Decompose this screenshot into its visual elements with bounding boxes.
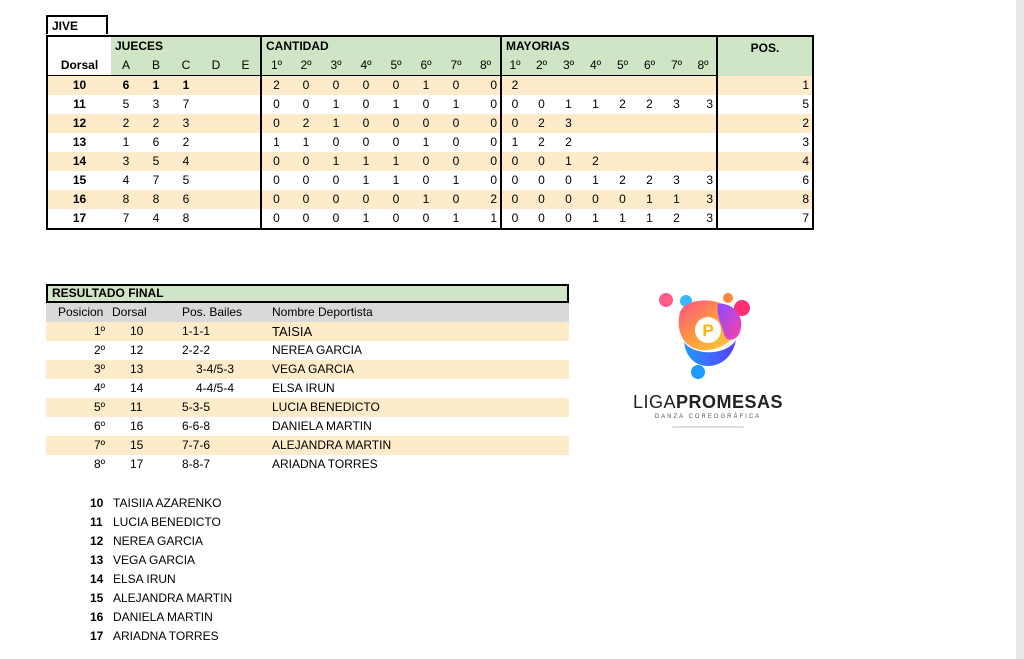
dorsal-list-name: ALEJANDRA MARTIN [113,591,233,605]
judge-score: 5 [182,173,190,187]
judge-score: 8 [111,190,141,209]
cantidad-value: 0 [422,97,430,111]
cantidad-value: 0 [332,173,340,187]
scoring-table [46,35,814,230]
mayorias-value: 2 [646,97,653,111]
result-row [46,322,569,341]
cantidad-value: 1 [381,152,411,171]
row-dorsal: 10 [47,76,111,96]
result-name: DANIELA MARTIN [272,419,372,433]
svg-text:P: P [702,321,714,340]
result-pos: 4º [94,381,106,395]
result-dorsal: 14 [130,381,144,395]
mayorias-value [663,114,690,133]
row-pos: 2 [717,114,813,133]
result-bailes: 1-1-1 [182,324,211,338]
cantidad-value: 0 [261,152,291,171]
dorsal-list-item [90,551,195,570]
mayorias-value: 0 [501,95,528,114]
cantidad-value: 0 [422,173,430,187]
dorsal-list-item [90,513,221,532]
result-bailes: 4-4/5-4 [196,381,235,395]
cantidad-value: 0 [381,209,411,229]
cantidad-place-header: 7º [441,56,471,76]
result-row [46,455,569,474]
judge-score [201,152,231,171]
mayorias-value [609,133,636,152]
score-row [47,171,813,190]
row-dorsal: 14 [47,152,111,171]
row-pos: 3 [717,133,813,152]
dorsal-list-number: 11 [90,515,103,529]
cantidad-place-header: 4º [351,56,381,76]
row-dorsal: 11 [47,95,111,114]
cantidad-value: 0 [261,95,291,114]
cantidad-value: 0 [302,97,310,111]
mayorias-value: 2 [528,114,555,133]
result-bailes: 8-8-7 [182,457,211,471]
cantidad-value: 2 [471,190,501,209]
dorsal-list-item [90,627,219,646]
logo-subtitle: DANZA COREOGRÁFICA [654,414,762,420]
cantidad-value: 1 [471,209,501,229]
cantidad-value: 0 [291,190,321,209]
result-name: ARIADNA TORRES [272,457,378,471]
cantidad-value: 1 [321,114,351,133]
mayorias-value: 1 [582,209,609,229]
mayorias-value: 0 [528,209,555,229]
mayorias-value: 2 [501,76,528,96]
mayorias-value: 0 [582,190,609,209]
judge-score [231,95,261,114]
dorsal-list-number: 10 [90,496,104,510]
cantidad-value: 1 [452,173,460,187]
result-bailes: 5-3-5 [182,400,211,414]
judge-score: 4 [141,209,171,229]
cantidad-value: 0 [381,114,411,133]
score-row [47,76,813,96]
dorsal-list-name: NEREA GARCIA [113,534,204,548]
row-pos: 8 [717,190,813,209]
mayorias-value [636,76,663,96]
result-bailes: 7-7-6 [182,438,211,452]
judge-score: 6 [171,190,201,209]
judge-score [231,209,261,229]
cantidad-value: 1 [441,209,471,229]
result-dorsal: 11 [130,400,143,414]
mayorias-value: 0 [501,190,528,209]
mayorias-value [555,76,582,96]
mayorias-value [690,114,717,133]
mayorias-place-header: 3º [555,56,582,76]
mayorias-place-header: 8º [690,56,717,76]
mayorias-value: 3 [673,97,680,111]
result-name: TAISIA [272,324,313,339]
judge-score [231,76,261,96]
dorsal-list-item [90,570,176,589]
cantidad-value: 0 [471,76,501,96]
judge-score [201,190,231,209]
result-name: NEREA GARCIA [272,343,363,357]
cantidad-value: 2 [261,76,291,96]
score-row [47,95,813,114]
cantidad-value: 0 [411,209,441,229]
mayorias-value: 0 [501,209,528,229]
mayorias-value [582,76,609,96]
cantidad-value: 1 [351,209,381,229]
cantidad-value: 0 [291,209,321,229]
result-pos: 1º [94,324,106,338]
mayorias-place-header: 4º [582,56,609,76]
mayorias-value [636,114,663,133]
cantidad-value: 0 [452,135,460,149]
score-row [47,152,813,171]
row-pos: 1 [717,76,813,96]
cantidad-value: 0 [471,114,501,133]
result-dorsal: 10 [130,324,144,338]
mayorias-value: 1 [592,97,599,111]
cantidad-value: 0 [291,152,321,171]
judge-header: E [231,56,261,76]
mayorias-value: 1 [609,209,636,229]
judge-score [231,152,261,171]
result-row [46,398,569,417]
cantidad-value: 1 [452,97,460,111]
judge-score [231,133,261,152]
judge-score: 3 [152,97,160,111]
judge-score: 2 [141,114,171,133]
dorsal-list-number: 13 [90,553,104,567]
cantidad-value: 1 [411,76,441,96]
row-dorsal: 13 [47,133,111,152]
cantidad-value: 0 [471,152,501,171]
mayorias-value: 2 [538,135,545,149]
mayorias-value [609,114,636,133]
judge-score [231,171,261,190]
judge-score: 7 [152,173,160,187]
judge-score: 6 [152,135,160,149]
mayorias-value: 3 [555,114,582,133]
mayorias-value [663,133,690,152]
result-row [46,436,569,455]
cantidad-value: 0 [321,209,351,229]
cantidad-value: 0 [261,209,291,229]
mayorias-value [609,76,636,96]
judge-score [201,95,231,114]
result-header-row [46,303,569,322]
cantidad-value: 1 [422,135,430,149]
mayorias-place-header: 1º [501,56,528,76]
mayorias-value: 1 [555,152,582,171]
cantidad-value: 1 [392,173,400,187]
mayorias-value: 1 [636,209,663,229]
result-name: VEGA GARCIA [272,362,355,376]
mayorias-value [663,152,690,171]
result-pos: 7º [94,438,106,452]
judge-score: 2 [111,114,141,133]
result-name: ALEJANDRA MARTIN [272,438,392,452]
mayorias-value [582,133,609,152]
mayorias-value [636,133,663,152]
mayorias-value: 2 [619,97,626,111]
mayorias-value [663,76,690,96]
result-dorsal: 16 [130,419,144,433]
result-bailes: 3-4/5-3 [196,362,235,376]
score-row [47,190,813,209]
row-dorsal: 15 [47,171,111,190]
cantidad-value: 0 [441,190,471,209]
mayorias-value: 0 [565,173,572,187]
cantidad-value: 0 [351,76,381,96]
dorsal-list-item [90,608,213,627]
judge-score: 3 [111,152,141,171]
judge-score: 7 [182,97,190,111]
dorsal-list-item [90,589,232,608]
mayorias-value [690,152,717,171]
logo-wordmark: LIGAPROMESAS [632,392,784,412]
judge-score [201,114,231,133]
cantidad-value: 1 [411,190,441,209]
dorsal-list-number: 14 [90,572,104,586]
result-row [46,379,569,398]
cantidad-place-header: 5º [381,56,411,76]
result-name: ELSA IRUN [272,381,335,395]
dorsal-list-name: DANIELA MARTIN [113,610,213,624]
cantidad-value: 0 [332,135,340,149]
score-row [47,133,813,152]
mayorias-value: 3 [690,190,717,209]
dorsal-list-name: TAISIIA AZARENKO [113,496,222,510]
result-header-nombre: Nombre Deportista [272,305,373,319]
row-pos: 5 [717,95,813,114]
mayorias-value [582,114,609,133]
pos-header: POS. [717,36,813,76]
mayorias-value: 0 [538,173,545,187]
result-dorsal: 13 [130,362,144,376]
score-row [47,114,813,133]
result-row [46,417,569,436]
result-row [46,341,569,360]
mayorias-value [528,76,555,96]
cantidad-value: 1 [351,152,381,171]
mayorias-value [636,152,663,171]
mayorias-value: 0 [528,152,555,171]
cantidad-value: 2 [291,114,321,133]
page-edge [1016,0,1024,659]
cantidad-value: 0 [411,152,441,171]
judge-header: A [111,56,141,76]
judge-score [231,114,261,133]
mayorias-value: 3 [690,209,717,229]
judge-score [201,133,231,152]
cantidad-value: 0 [362,135,370,149]
cantidad-place-header: 6º [411,56,441,76]
mayorias-value [690,76,717,96]
mayorias-value: 1 [592,173,599,187]
result-header-bailes: Pos. Bailes [182,305,243,319]
cantidad-value: 0 [381,190,411,209]
cantidad-value: 0 [490,173,497,187]
liga-promesas-logo-icon [628,290,788,390]
judge-score: 1 [171,76,201,96]
mayorias-value: 2 [582,152,609,171]
cantidad-value: 0 [490,97,497,111]
cantidad-value: 1 [321,152,351,171]
row-dorsal: 16 [47,190,111,209]
mayorias-header: MAYORIAS [501,36,717,56]
result-pos: 5º [94,400,106,414]
cantidad-value: 0 [490,135,497,149]
judge-header: C [171,56,201,76]
cantidad-value: 0 [441,76,471,96]
dorsal-list-item [90,532,203,551]
mayorias-place-header: 2º [528,56,555,76]
judge-score: 5 [122,97,130,111]
cantidad-value: 0 [261,114,291,133]
cantidad-value: 0 [411,114,441,133]
mayorias-place-header: 5º [609,56,636,76]
judge-score: 8 [171,209,201,229]
result-bailes: 6-6-8 [182,419,211,433]
judge-header: B [141,56,171,76]
cantidad-value: 0 [261,190,291,209]
result-pos: 6º [94,419,106,433]
mayorias-value: 0 [528,190,555,209]
result-header-posicion: Posicion [58,305,104,319]
mayorias-value: 2 [619,173,626,187]
dorsal-list-number: 12 [90,534,104,548]
judge-score: 2 [182,135,190,149]
mayorias-value: 1 [565,97,572,111]
mayorias-value: 2 [565,135,572,149]
liga-promesas-logo [628,290,788,440]
dorsal-list-number: 17 [90,629,104,643]
cantidad-value: 0 [321,76,351,96]
judge-score: 8 [141,190,171,209]
cantidad-value: 0 [381,76,411,96]
row-pos: 6 [717,171,813,190]
judge-score: 3 [171,114,201,133]
row-dorsal: 12 [47,114,111,133]
mayorias-value: 0 [609,190,636,209]
mayorias-value: 1 [663,190,690,209]
result-pos: 3º [94,362,106,376]
mayorias-value: 1 [501,133,528,152]
row-pos: 4 [717,152,813,171]
judge-score: 7 [111,209,141,229]
mayorias-value [609,152,636,171]
dorsal-list-name: LUCIA BENEDICTO [113,515,221,529]
cantidad-value: 0 [351,114,381,133]
dorsal-list-name: VEGA GARCIA [113,553,196,567]
judge-score: 1 [141,76,171,96]
judge-score: 4 [171,152,201,171]
judge-score [231,190,261,209]
result-pos: 8º [94,457,106,471]
score-row [47,209,813,229]
cantidad-value: 1 [392,97,400,111]
mayorias-value: 0 [501,114,528,133]
cantidad-value: 0 [321,190,351,209]
result-dorsal: 12 [130,343,144,357]
mayorias-value: 1 [636,190,663,209]
cantidad-value: 1 [362,173,370,187]
cantidad-place-header: 1º [261,56,291,76]
result-row [46,360,569,379]
cantidad-value: 0 [441,114,471,133]
cantidad-value: 0 [351,190,381,209]
cantidad-value: 0 [261,171,291,190]
judge-score: 1 [122,135,130,149]
judge-score: 5 [141,152,171,171]
mayorias-value: 2 [646,173,653,187]
result-pos: 2º [94,343,106,357]
mayorias-value [690,133,717,152]
result-dorsal: 15 [130,438,144,452]
mayorias-value: 0 [538,97,545,111]
result-header-dorsal: Dorsal [112,305,147,319]
cantidad-value: 0 [441,152,471,171]
dorsal-list-name: ELSA IRUN [113,572,176,586]
cantidad-value: 1 [261,133,291,152]
judge-score [201,209,231,229]
row-pos: 7 [717,209,813,229]
cantidad-place-header: 3º [321,56,351,76]
mayorias-place-header: 6º [636,56,663,76]
judge-score [201,171,231,190]
jueces-header: JUECES [111,36,261,56]
mayorias-value: 0 [501,171,528,190]
dorsal-list-number: 15 [90,591,104,605]
mayorias-value: 3 [706,97,713,111]
cantidad-place-header: 8º [471,56,501,76]
mayorias-value: 2 [663,209,690,229]
mayorias-value: 3 [673,173,680,187]
cantidad-value: 0 [302,173,310,187]
cantidad-header: CANTIDAD [261,36,501,56]
row-dorsal: 17 [47,209,111,229]
mayorias-value: 0 [555,209,582,229]
mayorias-value: 3 [706,173,713,187]
dance-title: JIVE [46,15,108,34]
logo-underline [672,426,744,428]
cantidad-value: 0 [362,97,370,111]
cantidad-place-header: 2º [291,56,321,76]
result-title: RESULTADO FINAL [46,284,569,303]
judge-score: 4 [122,173,130,187]
judge-header: D [201,56,231,76]
judge-score [201,76,231,96]
dorsal-header: Dorsal [47,56,111,76]
cantidad-value: 0 [291,76,321,96]
mayorias-place-header: 7º [663,56,690,76]
cantidad-value: 0 [392,135,400,149]
mayorias-value: 0 [555,190,582,209]
dorsal-list-item [90,494,221,513]
result-bailes: 2-2-2 [182,343,211,357]
dorsal-list-number: 16 [90,610,104,624]
cantidad-value: 1 [332,97,340,111]
mayorias-value: 0 [501,152,528,171]
dorsal-list-name: ARIADNA TORRES [113,629,219,643]
cantidad-value: 1 [302,135,310,149]
result-dorsal: 17 [130,457,144,471]
result-name: LUCIA BENEDICTO [272,400,380,414]
judge-score: 6 [111,76,141,96]
